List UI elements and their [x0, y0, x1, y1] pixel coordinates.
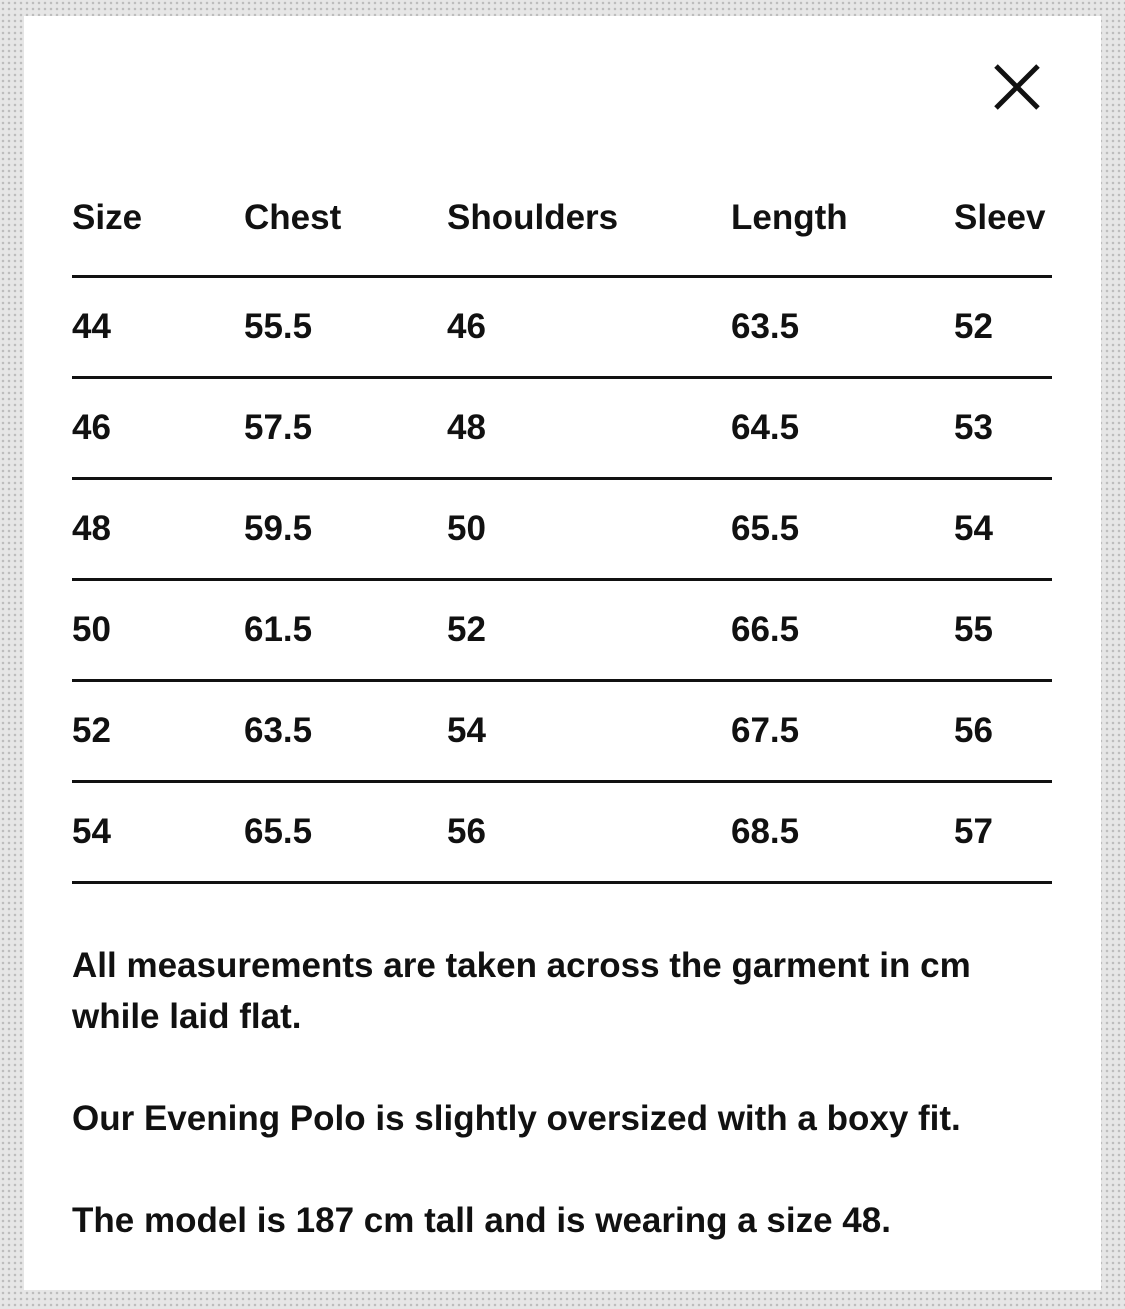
cell-size: 52: [72, 681, 244, 782]
header-size: Size: [72, 176, 244, 277]
header-length: Length: [731, 176, 954, 277]
size-guide-modal: [24, 16, 1101, 1290]
cell-sleeve: 53: [954, 378, 1052, 479]
cell-shoulders: 50: [447, 479, 731, 580]
cell-size: 48: [72, 479, 244, 580]
cell-chest: 63.5: [244, 681, 447, 782]
cell-length: 65.5: [731, 479, 954, 580]
cell-length: 63.5: [731, 277, 954, 378]
cell-sleeve: 56: [954, 681, 1052, 782]
cell-sleeve: 57: [954, 782, 1052, 883]
fit-note: Our Evening Polo is slightly oversized with a boxy fit.: [72, 1099, 961, 1138]
cell-chest: 59.5: [244, 479, 447, 580]
table-row: [72, 378, 1052, 479]
model-note: The model is 187 cm tall and is wearing a size 48.: [72, 1201, 891, 1240]
close-icon: [992, 62, 1042, 112]
cell-sleeve: 54: [954, 479, 1052, 580]
cell-length: 66.5: [731, 580, 954, 681]
measurement-note: All measurements are taken across the garment in cm while laid flat.: [72, 946, 971, 1036]
cell-size: 54: [72, 782, 244, 883]
cell-size: 50: [72, 580, 244, 681]
cell-chest: 55.5: [244, 277, 447, 378]
cell-size: 46: [72, 378, 244, 479]
header-chest: Chest: [244, 176, 447, 277]
cell-shoulders: 48: [447, 378, 731, 479]
table-header-row: [72, 176, 1052, 277]
close-button[interactable]: [992, 62, 1042, 112]
cell-shoulders: 46: [447, 277, 731, 378]
header-sleeve: Sleev: [954, 176, 1052, 277]
header-shoulders: Shoulders: [447, 176, 731, 277]
cell-sleeve: 52: [954, 277, 1052, 378]
cell-shoulders: 52: [447, 580, 731, 681]
cell-size: 44: [72, 277, 244, 378]
cell-chest: 57.5: [244, 378, 447, 479]
cell-length: 67.5: [731, 681, 954, 782]
table-row: [72, 277, 1052, 378]
cell-chest: 61.5: [244, 580, 447, 681]
cell-length: 68.5: [731, 782, 954, 883]
size-notes: [72, 940, 1062, 1246]
table-row: [72, 479, 1052, 580]
cell-shoulders: 54: [447, 681, 731, 782]
table-row: [72, 681, 1052, 782]
cell-sleeve: 55: [954, 580, 1052, 681]
table-row: [72, 782, 1052, 883]
size-table: [72, 176, 1052, 884]
cell-length: 64.5: [731, 378, 954, 479]
cell-chest: 65.5: [244, 782, 447, 883]
table-row: [72, 580, 1052, 681]
cell-shoulders: 56: [447, 782, 731, 883]
size-table-container: [72, 176, 1052, 884]
